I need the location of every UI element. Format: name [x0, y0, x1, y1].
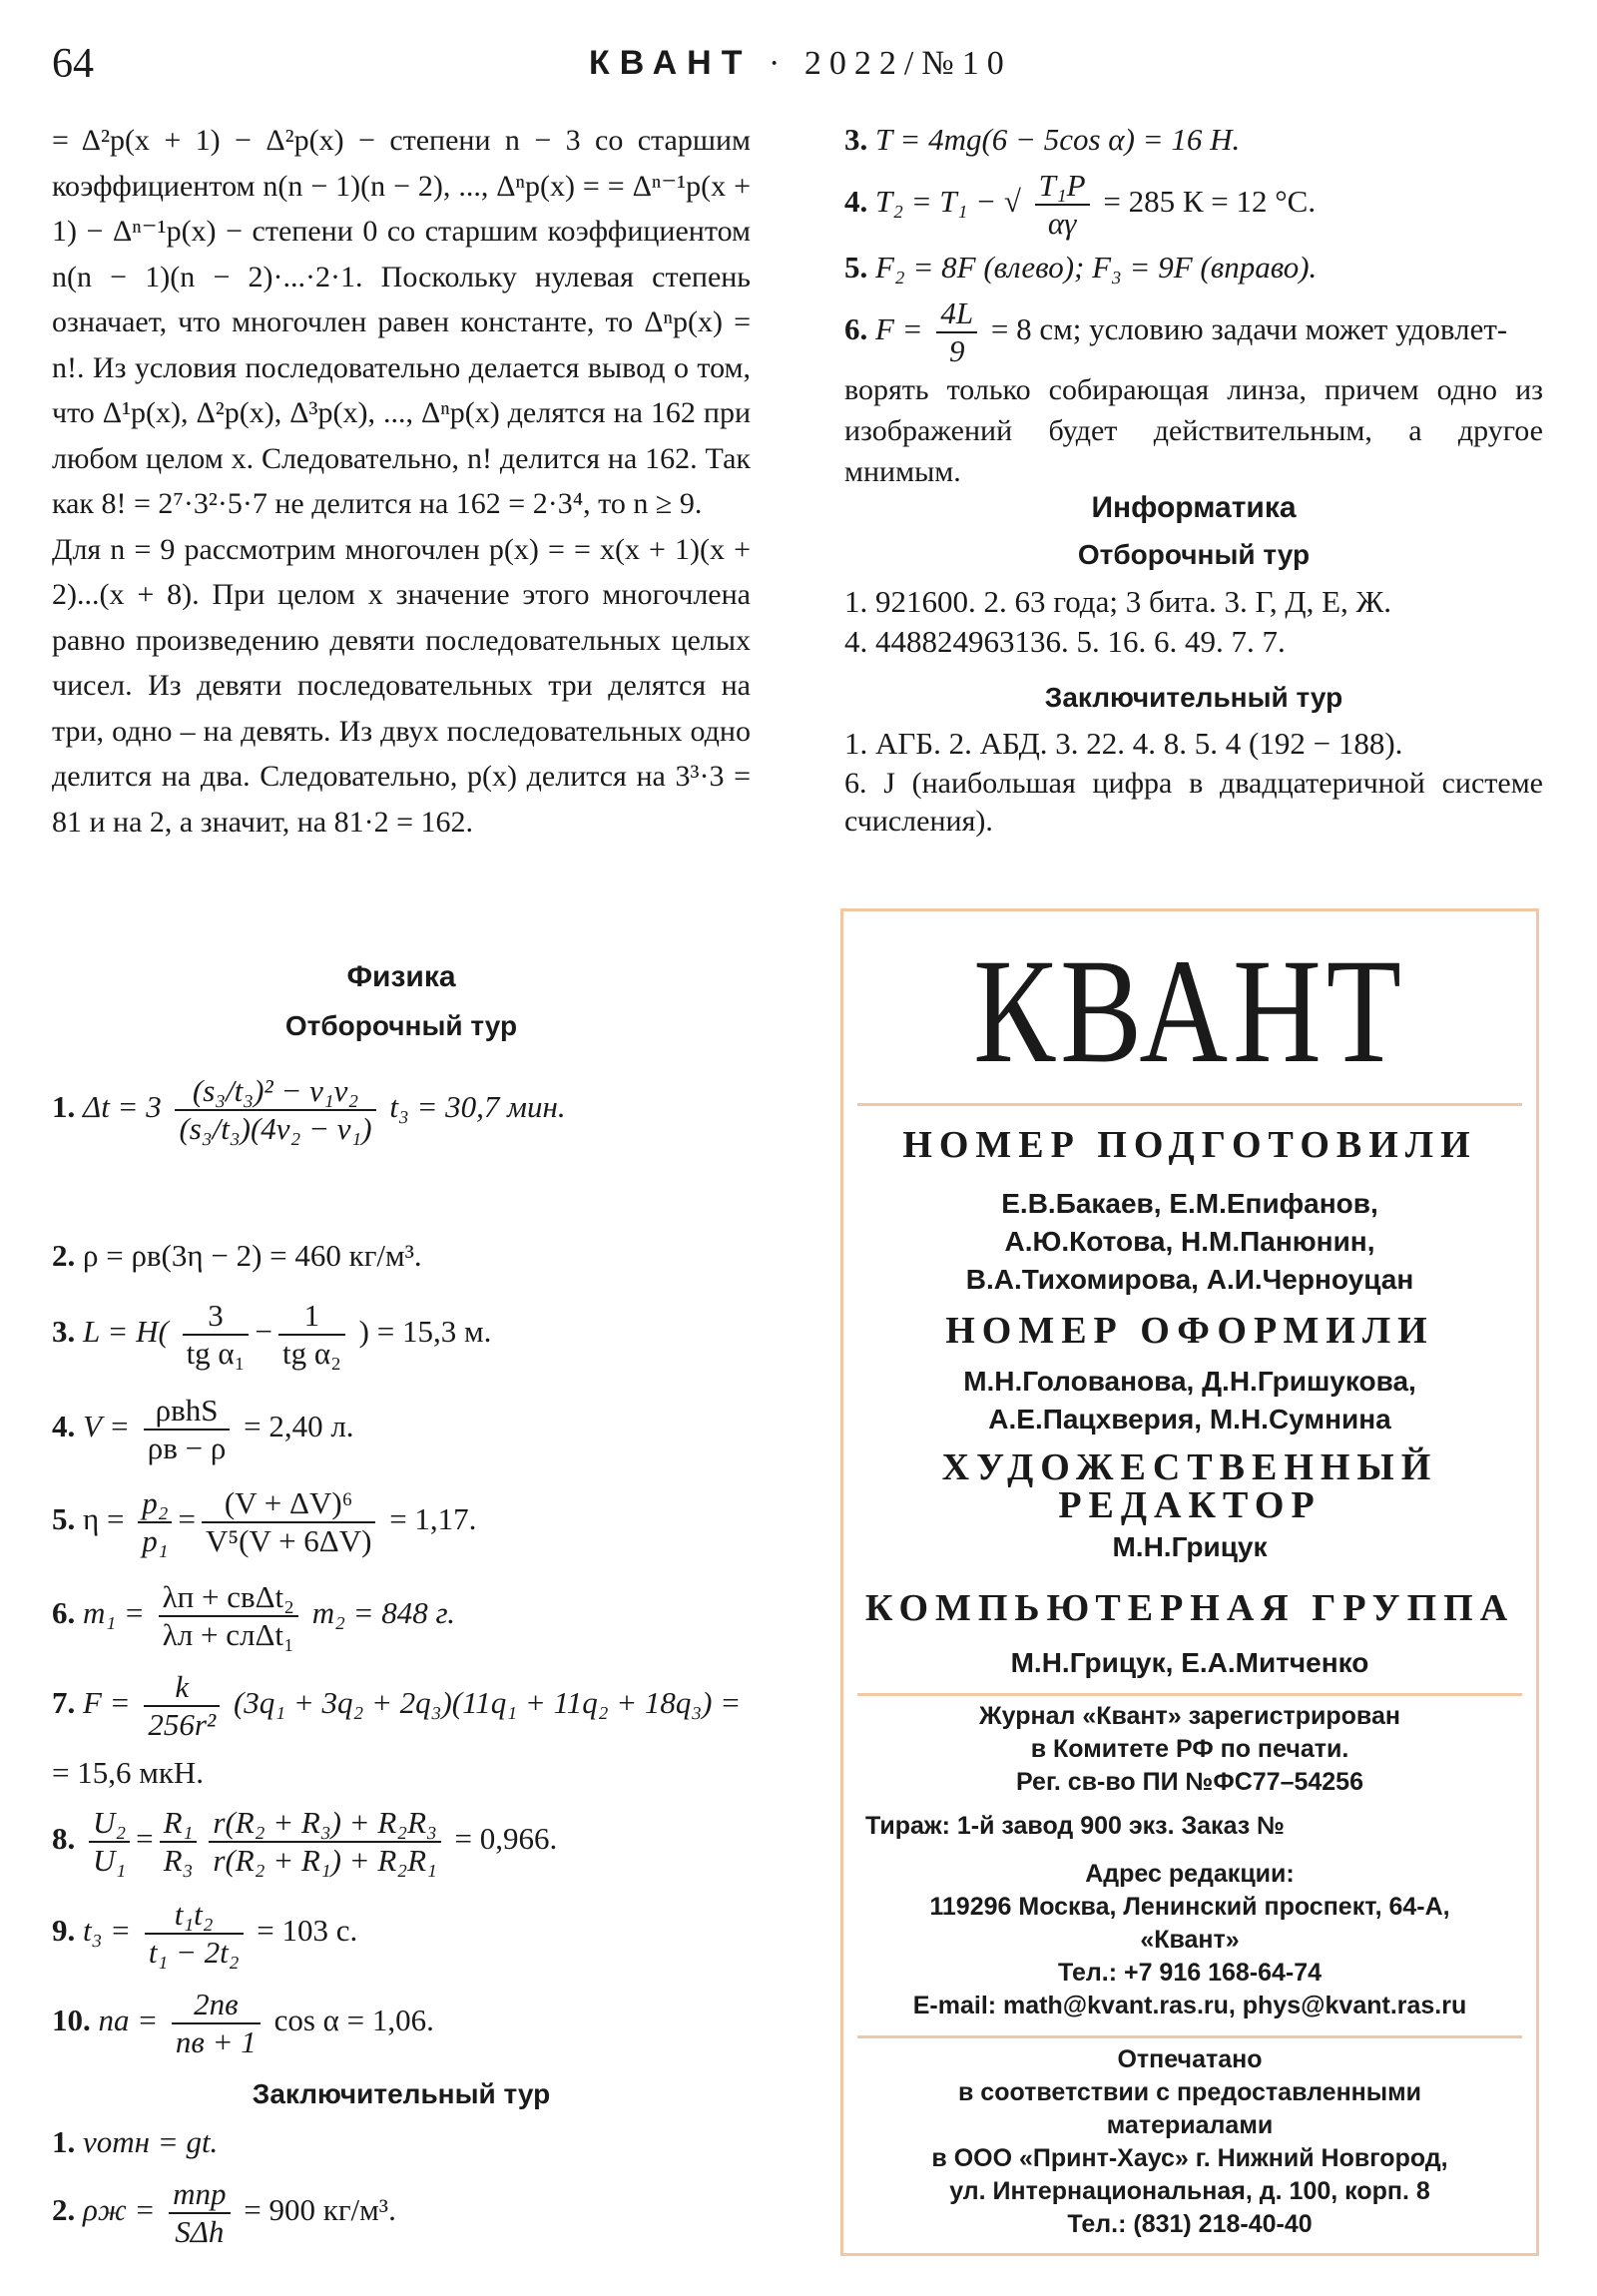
- fraction-denominator: λл + cлΔt₁: [162, 1617, 294, 1652]
- physics-final-answer-6: [844, 295, 1507, 369]
- section-title-informatics: Информатика: [1091, 491, 1297, 524]
- formula-rhs: = 2,40 л.: [244, 1409, 354, 1444]
- physics-answer-3: 3. L = H( $\frac{3}{\text{tg α₁}}$ − $\frac{1}{\text{tg α₂}}$ ) = 15,3 м.: [52, 1298, 492, 1371]
- formula-lhs: η =: [83, 1501, 125, 1537]
- title-line: ХУДОЖЕСТВЕННЫЙ: [941, 1446, 1438, 1488]
- fraction-numerator: 2nв: [172, 1987, 261, 2024]
- fraction: [144, 1393, 231, 1466]
- formula-rhs: = 285 К = 12 °С.: [1103, 184, 1317, 220]
- computer-group-names: М.Н.Грицук, Е.А.Митченко: [1010, 1647, 1369, 1678]
- fraction: [89, 1805, 130, 1879]
- fraction-denominator: SΔh: [175, 2214, 225, 2249]
- info-line: Отпечатано: [1117, 2045, 1263, 2073]
- fraction-numerator: 3: [183, 1298, 250, 1336]
- formula-lhs: L = H(: [83, 1314, 169, 1350]
- fraction-numerator: 1: [278, 1298, 345, 1336]
- formula-lhs: Δt = 3: [83, 1089, 162, 1125]
- physics-answer-6: [52, 1579, 455, 1653]
- name-line: А.Е.Пацхверия, М.Н.Сумнина: [988, 1404, 1391, 1435]
- prepared-title: НОМЕР ПОДГОТОВИЛИ: [902, 1124, 1477, 1166]
- answer-number: 5.: [844, 250, 868, 285]
- physics-final-answer-2: [52, 2176, 396, 2250]
- physics-answer-10: [52, 1987, 434, 2060]
- email: E-mail: math@kvant.ras.ru, phys@kvant.ras.ru: [912, 1992, 1467, 2019]
- fraction-denominator: tg α₂: [281, 1336, 341, 1371]
- fraction-numerator: λп + cвΔt₂: [159, 1579, 298, 1617]
- formula-rhs: = 1,17.: [389, 1501, 477, 1537]
- fraction-numerator: mпр: [169, 2176, 230, 2214]
- informatics-round2-line: [844, 765, 1543, 841]
- fraction: [138, 1485, 172, 1559]
- name-line: В.А.Тихомирова, А.И.Черноуцан: [965, 1264, 1414, 1295]
- physics-answer-2: [52, 1238, 422, 1274]
- printing-info: [843, 2043, 1536, 2241]
- info-line: Журнал «Квант» зарегистрирован: [979, 1702, 1400, 1730]
- fraction-denominator: αγ: [1047, 206, 1077, 241]
- info-line: в Комитете РФ по печати.: [1030, 1735, 1349, 1763]
- subsection-title: Заключительный тур: [252, 2078, 551, 2109]
- fraction-denominator: tg α₁: [186, 1336, 246, 1371]
- fraction-numerator: k: [144, 1669, 220, 1707]
- fraction-numerator: ρвhS: [144, 1393, 231, 1431]
- physics-final-answer-6-cont: [844, 369, 1543, 492]
- fraction-denominator: V⁵(V + 6ΔV): [205, 1523, 372, 1558]
- formula-text: ρ = ρв(3η − 2) = 460 кг/м³.: [83, 1238, 422, 1273]
- formula-rhs: ) = 15,3 м.: [358, 1314, 492, 1350]
- answer-number: 8.: [52, 1821, 76, 1857]
- formula-rhs: (3q₁ + 3q₂ + 2q₃)(11q₁ + 11q₂ + 18q₃) =: [233, 1685, 742, 1721]
- answer-number: 7.: [52, 1685, 76, 1721]
- answer-text: 6. J (наибольшая цифра в двадцатеричной системе счисления).: [844, 767, 1543, 838]
- prepared-names: [843, 1185, 1536, 1299]
- formula-lhs: F =: [83, 1685, 131, 1721]
- phone: Тел.: +7 916 168-64-74: [1057, 1959, 1323, 1987]
- fraction: [1035, 168, 1090, 242]
- math-paragraph: Для n = 9 рассмотрим многочлен p(x) = = x(x + 1)(x + 2)...(x + 8). При целом x значение этого многочлена равно произведению девяти последовательных целых чисел. Из девяти последовательных три делятся на три, одно – на девять. Из двух последовательных одно делится на два. Следовательно, p(x) делится на 3³·3 = 81 и на 2, а значит, на 81·2 = 162.: [52, 532, 751, 839]
- informatics-round1-line: 4. 448824963136. 5. 16. 6. 49. 7. 7.: [844, 624, 1286, 659]
- imprint-box: [840, 908, 1539, 2256]
- fraction: [169, 2176, 230, 2250]
- fraction-denominator: p₁: [142, 1523, 169, 1558]
- answer-number: 9.: [52, 1913, 76, 1949]
- running-header: [589, 44, 1012, 83]
- physics-answer-7: [52, 1669, 741, 1743]
- answer-number: 4.: [844, 184, 868, 220]
- designed-title: НОМЕР ОФОРМИЛИ: [945, 1310, 1434, 1352]
- fraction-numerator: U₂: [89, 1805, 130, 1843]
- answer-number: 2.: [52, 2192, 76, 2228]
- art-editor-title: [843, 1448, 1536, 1524]
- fraction-numerator: R₁: [160, 1805, 198, 1843]
- info-line: Рег. св-во ПИ №ФС77–54256: [1016, 1768, 1363, 1796]
- physics-final-answer-5: [844, 250, 1317, 286]
- formula-lhs: t₃ =: [83, 1913, 132, 1949]
- page-number: 64: [52, 41, 94, 87]
- fraction-denominator: r(R₂ + R₁) + R₂R₁: [213, 1843, 437, 1878]
- fraction: [172, 1987, 261, 2060]
- physics-answer-8: 8. $\frac{\text{U₂}}{\text{U₁}}$ = $\frac{\text{R₁}}{\text{R₃}}$ $\frac{\text{r(R₂ + R₃) + R₂R₃}}{\text{r(R₂ + R₁) + R₂R₁}}$ = 0,966.: [52, 1805, 558, 1878]
- physics-answer-5: 5. η = $\frac{\text{p₂}}{\text{p₁}}$ = $\frac{\text{(V + ΔV)⁶}}{\text{V⁵(V + 6ΔV)}}$ = 1,17.: [52, 1485, 477, 1558]
- answer-number: 5.: [52, 1501, 76, 1537]
- fraction-numerator: t₁t₂: [145, 1897, 244, 1935]
- formula-lhs: ρж =: [83, 2192, 156, 2228]
- answer-number: 1.: [52, 1089, 76, 1125]
- formula-rhs: = 0,966.: [454, 1821, 558, 1857]
- fraction: [160, 1805, 198, 1879]
- info-line: в ООО «Принт-Хаус» г. Нижний Новгород,: [931, 2144, 1448, 2172]
- subsection-title: Заключительный тур: [1044, 682, 1343, 713]
- informatics-round1-line: 1. 921600. 2. 63 года; 3 бита. 3. Г, Д, Е, Ж.: [844, 584, 1392, 619]
- name-line: А.Ю.Котова, Н.М.Панюнин,: [1004, 1226, 1375, 1257]
- fraction: [159, 1579, 298, 1653]
- formula-text: T = 4mg(6 − 5cos α) = 16 Н.: [875, 122, 1241, 157]
- art-editor-name: М.Н.Грицук: [1112, 1531, 1268, 1562]
- answer-number: 6.: [52, 1595, 76, 1631]
- fraction-numerator: r(R₂ + R₃) + R₂R₃: [209, 1805, 440, 1843]
- divider: [857, 1103, 1522, 1106]
- physics-answer-1: [52, 1073, 566, 1147]
- formula-rhs: = 900 кг/м³.: [244, 2192, 396, 2228]
- fraction-numerator: p₂: [138, 1485, 172, 1523]
- answer-number: 6.: [844, 311, 868, 347]
- fraction: [202, 1485, 375, 1559]
- math-paragraph: = Δ²p(x + 1) − Δ²p(x) − степени n − 3 со старшим коэффициентом n(n − 1)(n − 2), ..., Δⁿp(x) = = Δⁿ⁻¹p(x + 1) − Δⁿ⁻¹p(x) − степени 0 со старшим коэффициентом n(n − 1)(n − 2)·...·2·1. Поскольку нулевая степень означает, что многочлен равен константе, то Δⁿp(x) = n!. Из условия последовательно делается вывод о том, что Δ¹p(x), Δ²p(x), Δ³p(x), ..., Δⁿp(x) делятся на 162 при любом целом x. Следовательно, n! делится на 162. Так как 8! = 2⁷·3²·5·7 не делится на 162 = 2·3⁴, то n ≥ 9.: [52, 124, 751, 520]
- fraction: [144, 1669, 220, 1743]
- formula-lhs: T₂ = T₁ − √: [875, 184, 1021, 220]
- fraction-denominator: R₃: [163, 1843, 194, 1878]
- math-solution-tail: [52, 118, 751, 845]
- info-line: «Квант»: [1140, 1926, 1240, 1954]
- designed-names: [843, 1363, 1536, 1438]
- info-line: Адрес редакции:: [1085, 1860, 1295, 1888]
- fraction-numerator: (V + ΔV)⁶: [202, 1485, 375, 1523]
- formula-rhs: = 8 см; условию задачи может удовлет-: [990, 311, 1508, 347]
- formula-lhs: V =: [83, 1409, 131, 1444]
- name-line: Е.В.Бакаев, Е.М.Епифанов,: [1001, 1188, 1378, 1219]
- info-line: в соответствии с предоставленными: [957, 2078, 1421, 2106]
- fraction-denominator: U₁: [93, 1843, 127, 1878]
- journal-name: КВАНТ: [589, 44, 753, 82]
- registration-info: [843, 1700, 1536, 1799]
- address-info: [843, 1858, 1536, 2022]
- fraction-denominator: 9: [948, 333, 965, 368]
- divider: [857, 1693, 1522, 1696]
- fraction: [209, 1805, 440, 1879]
- formula-lhs: F =: [875, 311, 923, 347]
- info-line: Тел.: (831) 218-40-40: [1067, 2210, 1313, 2238]
- info-line: 119296 Москва, Ленинский проспект, 64-А,: [929, 1893, 1450, 1921]
- subsection-title: Отборочный тур: [284, 1010, 518, 1041]
- fraction-numerator: 4L: [936, 295, 977, 333]
- formula-rhs: cos α = 1,06.: [273, 2003, 434, 2038]
- fraction-denominator: t₁ − 2t₂: [148, 1935, 240, 1970]
- informatics-round2-line: 1. АГБ. 2. АБД. 3. 22. 4. 8. 5. 4 (192 − 188).: [844, 726, 1403, 761]
- fraction-numerator: (s₃/t₃)² − v₁v₂: [175, 1073, 375, 1111]
- computer-group-title: КОМПЬЮТЕРНАЯ ГРУППА: [864, 1587, 1515, 1629]
- formula-text: F₂ = 8F (влево); F₃ = 9F (вправо).: [875, 250, 1318, 285]
- info-line: ул. Интернациональная, д. 100, корп. 8: [949, 2177, 1430, 2205]
- fraction-denominator: nв + 1: [175, 2024, 257, 2059]
- answer-number: 2.: [52, 1238, 76, 1273]
- answer-number: 10.: [52, 2003, 91, 2038]
- physics-final-answer-4: [844, 168, 1316, 242]
- fraction: [278, 1298, 345, 1372]
- fraction: [175, 1073, 375, 1147]
- formula-rhs: = 103 с.: [257, 1913, 358, 1949]
- answer-continuation: ворять только собирающая линза, причем одно из изображений будет действительным, а другое мнимым.: [844, 373, 1543, 488]
- answer-number: 4.: [52, 1409, 76, 1444]
- fraction-denominator: ρв − ρ: [147, 1431, 227, 1465]
- physics-answer-4: [52, 1393, 354, 1466]
- formula-text: vотн = gt.: [83, 2124, 219, 2159]
- issue-number: · 2022/№10: [769, 45, 1012, 82]
- formula-lhs: m₁ =: [83, 1595, 145, 1631]
- answer-number: 3.: [844, 122, 868, 157]
- physics-answer-9: [52, 1897, 357, 1971]
- formula-rhs: m₂ = 848 г.: [311, 1595, 455, 1631]
- subsection-title: Отборочный тур: [1077, 539, 1311, 570]
- answer-number: 3.: [52, 1314, 76, 1350]
- physics-final-answer-1: [52, 2124, 218, 2160]
- title-line: РЕДАКТОР: [1058, 1484, 1322, 1526]
- fraction-denominator: 256r²: [148, 1707, 217, 1742]
- physics-final-answer-3: [844, 122, 1240, 158]
- formula-rhs: t₃ = 30,7 мин.: [389, 1089, 566, 1125]
- circulation-info: Тираж: 1-й завод 900 экз. Заказ №: [865, 1812, 1286, 1840]
- formula-lhs: nа =: [98, 2003, 159, 2038]
- section-title-physics: Физика: [346, 960, 456, 993]
- fraction-numerator: T₁P: [1035, 168, 1090, 206]
- physics-answer-7-cont: = 15,6 мкН.: [52, 1755, 205, 1790]
- info-line: материалами: [1106, 2111, 1274, 2139]
- journal-logo: КВАНТ: [973, 928, 1406, 1094]
- divider: [857, 2035, 1522, 2038]
- name-line: М.Н.Голованова, Д.Н.Гришукова,: [963, 1366, 1416, 1397]
- fraction-denominator: (s₃/t₃)(4v₂ − v₁): [179, 1111, 372, 1146]
- answer-number: 1.: [52, 2124, 76, 2159]
- fraction: [936, 295, 977, 369]
- fraction: [183, 1298, 250, 1372]
- fraction: [145, 1897, 244, 1971]
